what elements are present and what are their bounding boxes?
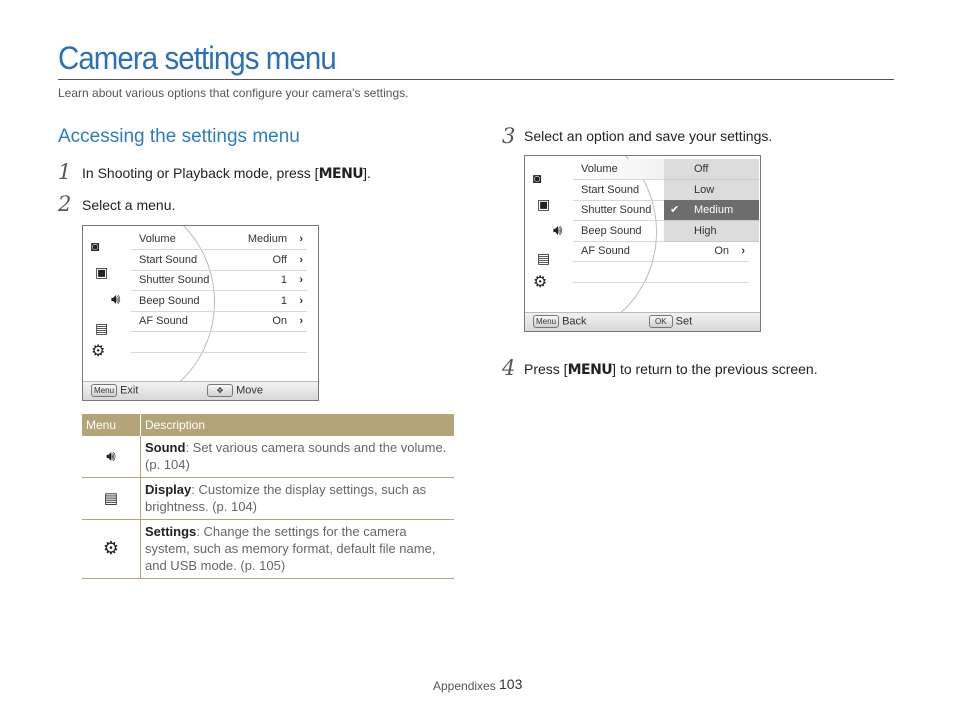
menu-desc: : Change the settings for the camera system, such as memory format, default file name, and USB mode. (p. 105)	[145, 524, 436, 573]
option-label: Off	[694, 163, 709, 175]
step-1-number: 1	[58, 160, 72, 184]
chevron-right-icon: ›	[299, 274, 303, 287]
settings-row[interactable]	[131, 229, 307, 250]
table-cell-description	[141, 520, 455, 579]
ok-button-chip[interactable]: OK	[649, 315, 673, 328]
menu-key: MENU	[318, 166, 364, 182]
check-icon: ✔	[670, 204, 680, 217]
display-icon[interactable]: ▤	[537, 250, 551, 266]
settings-icon: ⚙	[82, 520, 141, 579]
row-label: Beep Sound	[581, 224, 642, 237]
settings-row[interactable]	[573, 241, 749, 262]
table-row	[82, 436, 454, 478]
table-cell-description	[141, 436, 455, 478]
table-header-menu: Menu	[82, 414, 141, 436]
chevron-right-icon: ›	[299, 233, 303, 245]
page-number: 103	[499, 676, 523, 692]
table-cell-description	[141, 478, 455, 520]
display-icon[interactable]: ▤	[95, 320, 109, 336]
menu-button-chip[interactable]: Menu	[533, 315, 559, 328]
row-label: Volume	[581, 163, 618, 175]
set-label: Set	[675, 315, 693, 328]
chevron-right-icon: ›	[299, 253, 303, 266]
camera-screen-options	[524, 155, 761, 332]
option-label: Medium	[694, 204, 734, 217]
menu-desc: : Customize the display settings, such as brightness. (p. 104)	[145, 482, 427, 514]
row-label: Start Sound	[139, 253, 198, 266]
sound-icon[interactable]: 🔊︎	[553, 222, 563, 239]
table-row	[82, 478, 454, 520]
row-value: On	[272, 315, 287, 328]
menu-description-table	[82, 414, 454, 579]
row-value: 1	[280, 294, 287, 307]
step-1-text-after: ].	[363, 165, 371, 181]
chevron-right-icon: ›	[299, 315, 303, 328]
settings-row[interactable]	[131, 250, 307, 271]
page-subtitle: Learn about various options that configure your camera's settings.	[58, 86, 409, 100]
row-value: Medium	[247, 233, 287, 245]
step-2-number: 2	[58, 192, 72, 216]
row-label: Volume	[139, 233, 176, 245]
title-rule	[58, 79, 894, 80]
exit-label: Exit	[120, 384, 139, 397]
sound-icon[interactable]: 🔊︎	[111, 291, 121, 308]
row-label: AF Sound	[139, 315, 188, 328]
camera-screen-settings	[82, 225, 319, 401]
step-1-text-before: In Shooting or Playback mode, press [	[82, 165, 319, 181]
camera-icon[interactable]: ◙	[533, 170, 542, 186]
movie-icon[interactable]: ▣	[537, 196, 551, 212]
option-item[interactable]	[664, 180, 759, 201]
settings-row[interactable]	[131, 311, 307, 332]
step-4-text-before: Press [	[524, 361, 568, 377]
option-item[interactable]	[664, 221, 759, 242]
settings-icon[interactable]: ⚙	[91, 343, 106, 360]
empty-row	[131, 332, 307, 353]
menu-button-chip[interactable]: Menu	[91, 384, 117, 397]
row-label: Shutter Sound	[581, 204, 652, 217]
chevron-right-icon: ›	[741, 245, 745, 258]
option-item[interactable]	[664, 200, 759, 221]
back-label: Back	[562, 315, 587, 328]
step-2-text: Select a menu.	[82, 197, 176, 213]
menu-key: MENU	[567, 362, 613, 378]
settings-row[interactable]	[131, 291, 307, 312]
row-label: AF Sound	[581, 245, 630, 258]
menu-desc: : Set various camera sounds and the volume. (p. 104)	[145, 440, 447, 472]
page-title: Camera settings menu	[58, 40, 336, 76]
settings-row[interactable]	[131, 270, 307, 291]
row-value: 1	[280, 274, 287, 287]
table-header-description: Description	[141, 414, 455, 436]
step-4-number: 4	[502, 356, 516, 380]
bottom-bar	[525, 312, 760, 331]
option-label: Low	[694, 183, 715, 196]
option-item[interactable]	[664, 159, 759, 180]
row-label: Start Sound	[581, 183, 640, 196]
row-value: On	[714, 245, 729, 258]
step-3-number: 3	[502, 124, 516, 148]
display-icon: ▤	[82, 478, 141, 520]
camera-icon[interactable]: ◙	[91, 238, 100, 254]
chevron-right-icon: ›	[299, 294, 303, 307]
step-4-text-after: ] to return to the previous screen.	[612, 361, 818, 377]
move-label: Move	[236, 384, 263, 397]
step-4-text	[524, 361, 818, 378]
movie-icon[interactable]: ▣	[95, 264, 109, 280]
sound-icon: 🔊︎	[82, 436, 141, 478]
section-heading: Accessing the settings menu	[58, 126, 300, 147]
footer-label: Appendixes	[433, 679, 496, 693]
bottom-bar	[83, 381, 318, 400]
menu-name: Settings	[145, 524, 197, 539]
row-value: Off	[272, 253, 287, 266]
settings-icon[interactable]: ⚙	[533, 274, 548, 291]
row-label: Beep Sound	[139, 294, 200, 307]
step-3-text: Select an option and save your settings.	[524, 128, 773, 144]
step-1-text	[82, 165, 371, 182]
option-label: High	[694, 224, 717, 237]
table-row	[82, 520, 454, 579]
menu-name: Sound	[145, 440, 186, 455]
empty-row	[573, 262, 749, 283]
row-label: Shutter Sound	[139, 274, 210, 287]
menu-name: Display	[145, 482, 192, 497]
move-dpad-icon[interactable]: ✥	[207, 384, 233, 397]
